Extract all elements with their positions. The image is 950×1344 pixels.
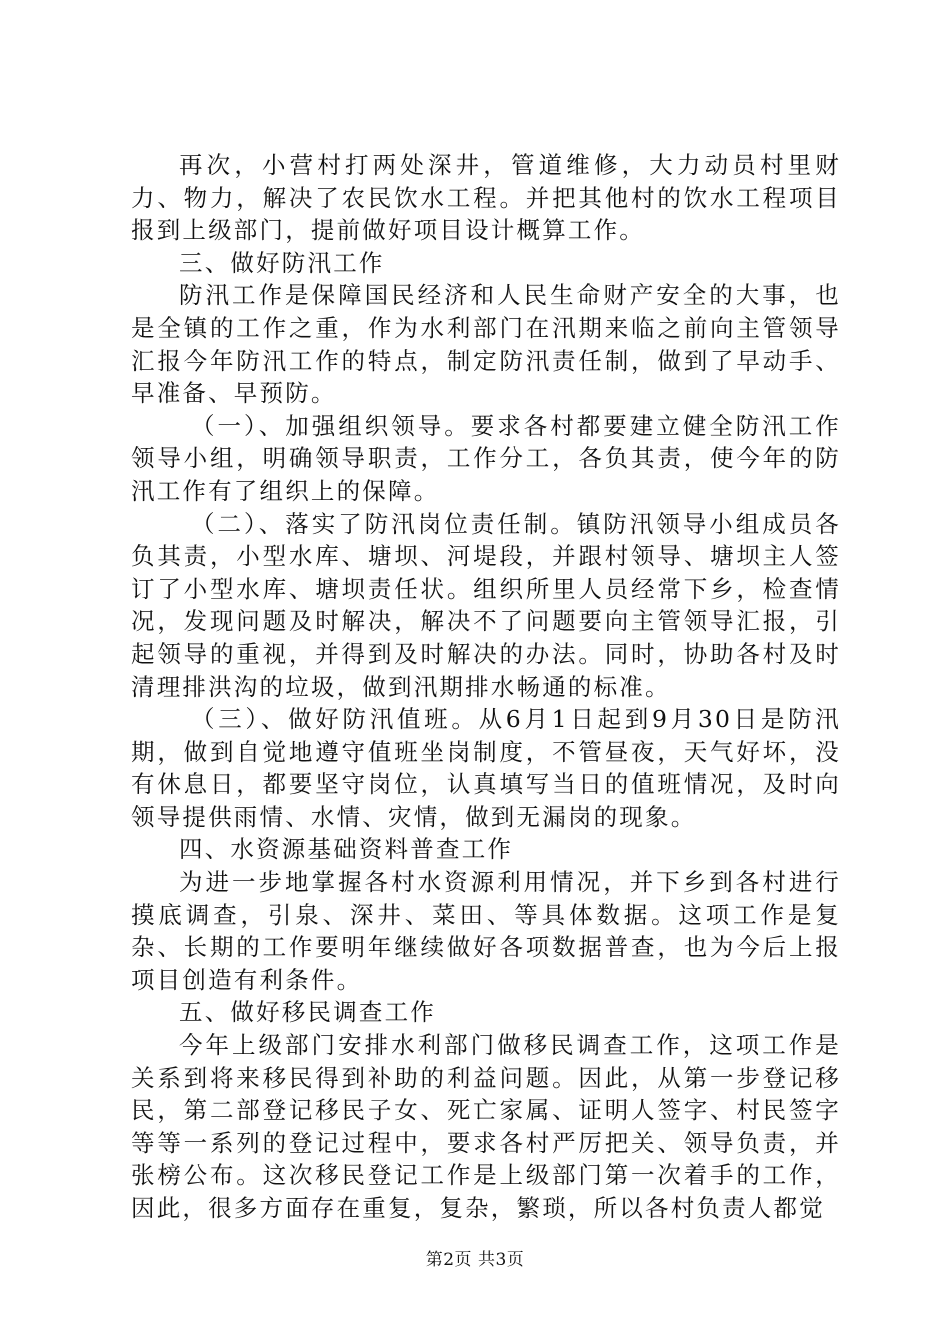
paragraph-drinking-water: 再次，小营村打两处深井，管道维修，大力动员村里财力、物力，解决了农民饮水工程。并把其他村的饮水工程项目报到上级部门，提前做好项目设计概算工作。 <box>131 151 841 245</box>
paragraph-flood-control-intro: 防汛工作是保障国民经济和人民生命财产安全的大事，也是全镇的工作之重，作为水利部门在汛期来临之前向主管领导汇报今年防汛工作的特点，制定防汛责任制，做到了早动手、早准备、早预防。 <box>131 281 841 408</box>
paragraph-flood-duty: （三）、做好防汛值班。从6月1日起到9月30日是防汛期，做到自觉地遵守值班坐岗制度，不管昼夜，天气好坏，没有休息日，都要坚守岗位，认真填写当日的值班情况，及时向领导提供雨情、水情、灾情，做到无漏岗的现象。 <box>131 705 841 831</box>
heading-resettlement-survey: 五、做好移民调查工作 <box>179 998 436 1027</box>
heading-flood-control: 三、做好防汛工作 <box>179 248 385 277</box>
document-body <box>131 149 841 1225</box>
page-number-footer: 第2页 共3页 <box>425 1250 525 1270</box>
paragraph-organization-leadership: （一）、加强组织领导。要求各村都要建立健全防汛工作领导小组，明确领导职责，工作分工，各负其责，使今年的防汛工作有了组织上的保障。 <box>131 411 841 505</box>
heading-water-resources-survey: 四、水资源基础资料普查工作 <box>179 835 514 864</box>
paragraph-water-resources-survey: 为进一步地掌握各村水资源利用情况，并下乡到各村进行摸底调查，引泉、深井、菜田、等具体数据。这项工作是复杂、长期的工作要明年继续做好各项数据普查，也为今后上报项目创造有利条件。 <box>131 868 841 994</box>
paragraph-responsibility-system: （二）、落实了防汛岗位责任制。镇防汛领导小组成员各负其责，小型水库、塘坝、河堤段，并跟村领导、塘坝主人签订了小型水库、塘坝责任状。组织所里人员经常下乡，检查情况，发现问题及时解决，解决不了问题要向主管领导汇报，引起领导的重视，并得到及时解决的办法。同时，协助各村及时清理排洪沟的垃圾，做到汛期排水畅通的标准。 <box>131 509 841 701</box>
paragraph-resettlement-survey: 今年上级部门安排水利部门做移民调查工作，这项工作是关系到将来移民得到补助的利益问题。因此，从第一步登记移民，第二部登记移民子女、死亡家属、证明人签字、村民签字等等一系列的登记过程中，要求各村严厉把关、领导负责，并张榜公布。这次移民登记工作是上级部门第一次着手的工作，因此，很多方面存在重复，复杂，繁琐，所以各村负责人都觉 <box>131 1031 841 1222</box>
